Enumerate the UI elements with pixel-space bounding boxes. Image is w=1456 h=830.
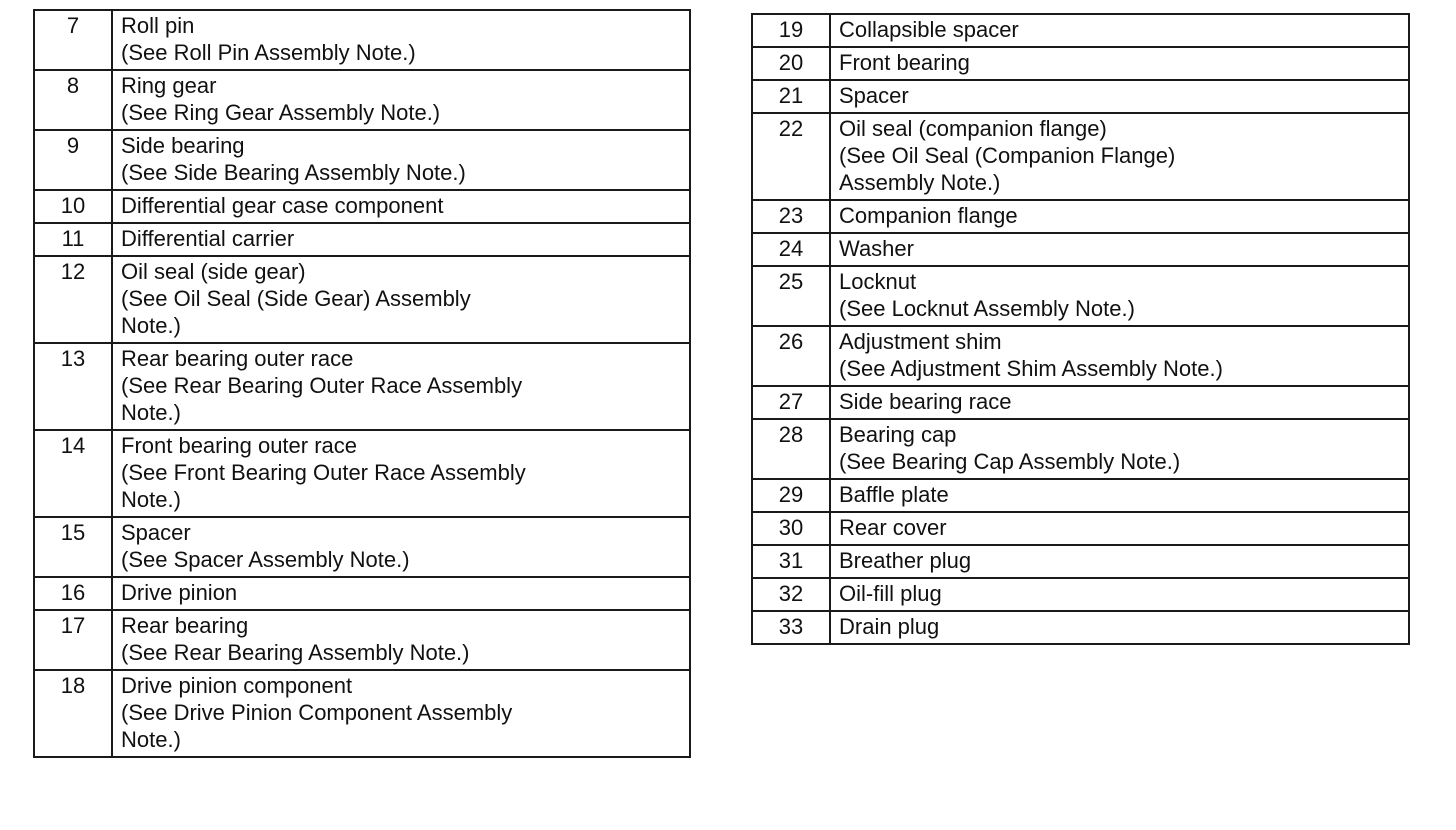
part-row xyxy=(34,670,690,757)
part-number: 29 xyxy=(752,479,830,512)
part-row xyxy=(752,113,1409,200)
part-number: 13 xyxy=(34,343,112,430)
part-name: Collapsible spacer xyxy=(839,17,1019,42)
part-description xyxy=(112,223,690,256)
part-row xyxy=(752,200,1409,233)
part-number: 25 xyxy=(752,266,830,326)
part-name: Companion flange xyxy=(839,203,1018,228)
part-description xyxy=(830,233,1409,266)
part-row xyxy=(752,419,1409,479)
part-row xyxy=(752,512,1409,545)
part-row xyxy=(34,343,690,430)
part-number: 20 xyxy=(752,47,830,80)
part-row xyxy=(34,70,690,130)
part-name: Oil-fill plug xyxy=(839,581,942,606)
part-description xyxy=(112,610,690,670)
part-number: 10 xyxy=(34,190,112,223)
part-number: 11 xyxy=(34,223,112,256)
part-assembly-note: (See Spacer Assembly Note.) xyxy=(121,547,410,572)
part-number: 21 xyxy=(752,80,830,113)
part-row xyxy=(752,266,1409,326)
part-description xyxy=(112,130,690,190)
part-assembly-note: (See Drive Pinion Component Assembly Note.) xyxy=(121,700,513,752)
part-description xyxy=(112,670,690,757)
part-row xyxy=(752,578,1409,611)
part-description xyxy=(830,578,1409,611)
part-description xyxy=(830,545,1409,578)
part-description xyxy=(112,343,690,430)
part-name: Adjustment shim xyxy=(839,329,1002,354)
part-name: Differential carrier xyxy=(121,226,295,251)
part-description xyxy=(830,266,1409,326)
part-row xyxy=(34,190,690,223)
parts-table-right xyxy=(751,13,1410,645)
part-description xyxy=(830,512,1409,545)
part-number: 19 xyxy=(752,14,830,47)
part-description xyxy=(112,70,690,130)
part-description xyxy=(830,113,1409,200)
part-number: 16 xyxy=(34,577,112,610)
part-name: Roll pin xyxy=(121,13,195,38)
part-description xyxy=(830,47,1409,80)
part-row xyxy=(752,326,1409,386)
part-name: Spacer xyxy=(121,520,191,545)
part-description xyxy=(830,14,1409,47)
part-name: Side bearing xyxy=(121,133,245,158)
part-row xyxy=(34,430,690,517)
part-name: Ring gear xyxy=(121,73,217,98)
part-description xyxy=(830,479,1409,512)
part-name: Rear bearing outer race xyxy=(121,346,354,371)
part-row xyxy=(752,233,1409,266)
part-number: 22 xyxy=(752,113,830,200)
part-number: 31 xyxy=(752,545,830,578)
parts-table-left-body xyxy=(34,10,690,757)
part-number: 33 xyxy=(752,611,830,644)
part-description xyxy=(830,80,1409,113)
part-number: 30 xyxy=(752,512,830,545)
part-row xyxy=(34,577,690,610)
part-row xyxy=(34,517,690,577)
part-row xyxy=(752,47,1409,80)
part-name: Oil seal (side gear) xyxy=(121,259,306,284)
part-description xyxy=(830,386,1409,419)
part-number: 9 xyxy=(34,130,112,190)
part-row xyxy=(752,611,1409,644)
part-row xyxy=(752,80,1409,113)
part-row xyxy=(752,545,1409,578)
part-assembly-note: (See Oil Seal (Companion Flange) Assembly Note.) xyxy=(839,143,1176,195)
part-assembly-note: (See Ring Gear Assembly Note.) xyxy=(121,100,441,125)
part-description xyxy=(112,577,690,610)
part-assembly-note: (See Bearing Cap Assembly Note.) xyxy=(839,449,1181,474)
part-name: Front bearing outer race xyxy=(121,433,358,458)
part-assembly-note: (See Roll Pin Assembly Note.) xyxy=(121,40,416,65)
part-name: Rear cover xyxy=(839,515,947,540)
part-name: Spacer xyxy=(839,83,909,108)
part-row xyxy=(752,479,1409,512)
part-number: 17 xyxy=(34,610,112,670)
part-name: Bearing cap xyxy=(839,422,957,447)
part-name: Side bearing race xyxy=(839,389,1012,414)
part-number: 23 xyxy=(752,200,830,233)
part-number: 7 xyxy=(34,10,112,70)
part-name: Drive pinion xyxy=(121,580,238,605)
part-description xyxy=(112,430,690,517)
part-assembly-note: (See Adjustment Shim Assembly Note.) xyxy=(839,356,1223,381)
part-number: 15 xyxy=(34,517,112,577)
part-row xyxy=(34,130,690,190)
part-name: Differential gear case component xyxy=(121,193,444,218)
part-number: 8 xyxy=(34,70,112,130)
part-assembly-note: (See Side Bearing Assembly Note.) xyxy=(121,160,466,185)
parts-table-left xyxy=(33,9,691,758)
part-name: Oil seal (companion flange) xyxy=(839,116,1107,141)
part-description xyxy=(830,200,1409,233)
part-name: Breather plug xyxy=(839,548,972,573)
part-row xyxy=(752,14,1409,47)
parts-table-right-body xyxy=(752,14,1409,644)
part-description xyxy=(112,190,690,223)
part-name: Front bearing xyxy=(839,50,970,75)
part-row xyxy=(34,223,690,256)
part-row xyxy=(34,10,690,70)
part-name: Locknut xyxy=(839,269,917,294)
part-description xyxy=(830,611,1409,644)
part-number: 24 xyxy=(752,233,830,266)
part-description xyxy=(830,419,1409,479)
part-name: Drive pinion component xyxy=(121,673,353,698)
part-number: 27 xyxy=(752,386,830,419)
part-number: 14 xyxy=(34,430,112,517)
part-number: 28 xyxy=(752,419,830,479)
part-row xyxy=(34,610,690,670)
part-description xyxy=(112,10,690,70)
part-row xyxy=(34,256,690,343)
part-description xyxy=(112,256,690,343)
part-number: 12 xyxy=(34,256,112,343)
part-description xyxy=(112,517,690,577)
part-number: 26 xyxy=(752,326,830,386)
part-assembly-note: (See Rear Bearing Assembly Note.) xyxy=(121,640,470,665)
part-name: Drain plug xyxy=(839,614,940,639)
part-assembly-note: (See Front Bearing Outer Race Assembly Note.) xyxy=(121,460,526,512)
part-assembly-note: (See Rear Bearing Outer Race Assembly Note.) xyxy=(121,373,523,425)
part-description xyxy=(830,326,1409,386)
part-assembly-note: (See Locknut Assembly Note.) xyxy=(839,296,1135,321)
part-number: 32 xyxy=(752,578,830,611)
part-row xyxy=(752,386,1409,419)
part-assembly-note: (See Oil Seal (Side Gear) Assembly Note.) xyxy=(121,286,471,338)
part-name: Baffle plate xyxy=(839,482,949,507)
part-name: Rear bearing xyxy=(121,613,249,638)
part-name: Washer xyxy=(839,236,914,261)
part-number: 18 xyxy=(34,670,112,757)
